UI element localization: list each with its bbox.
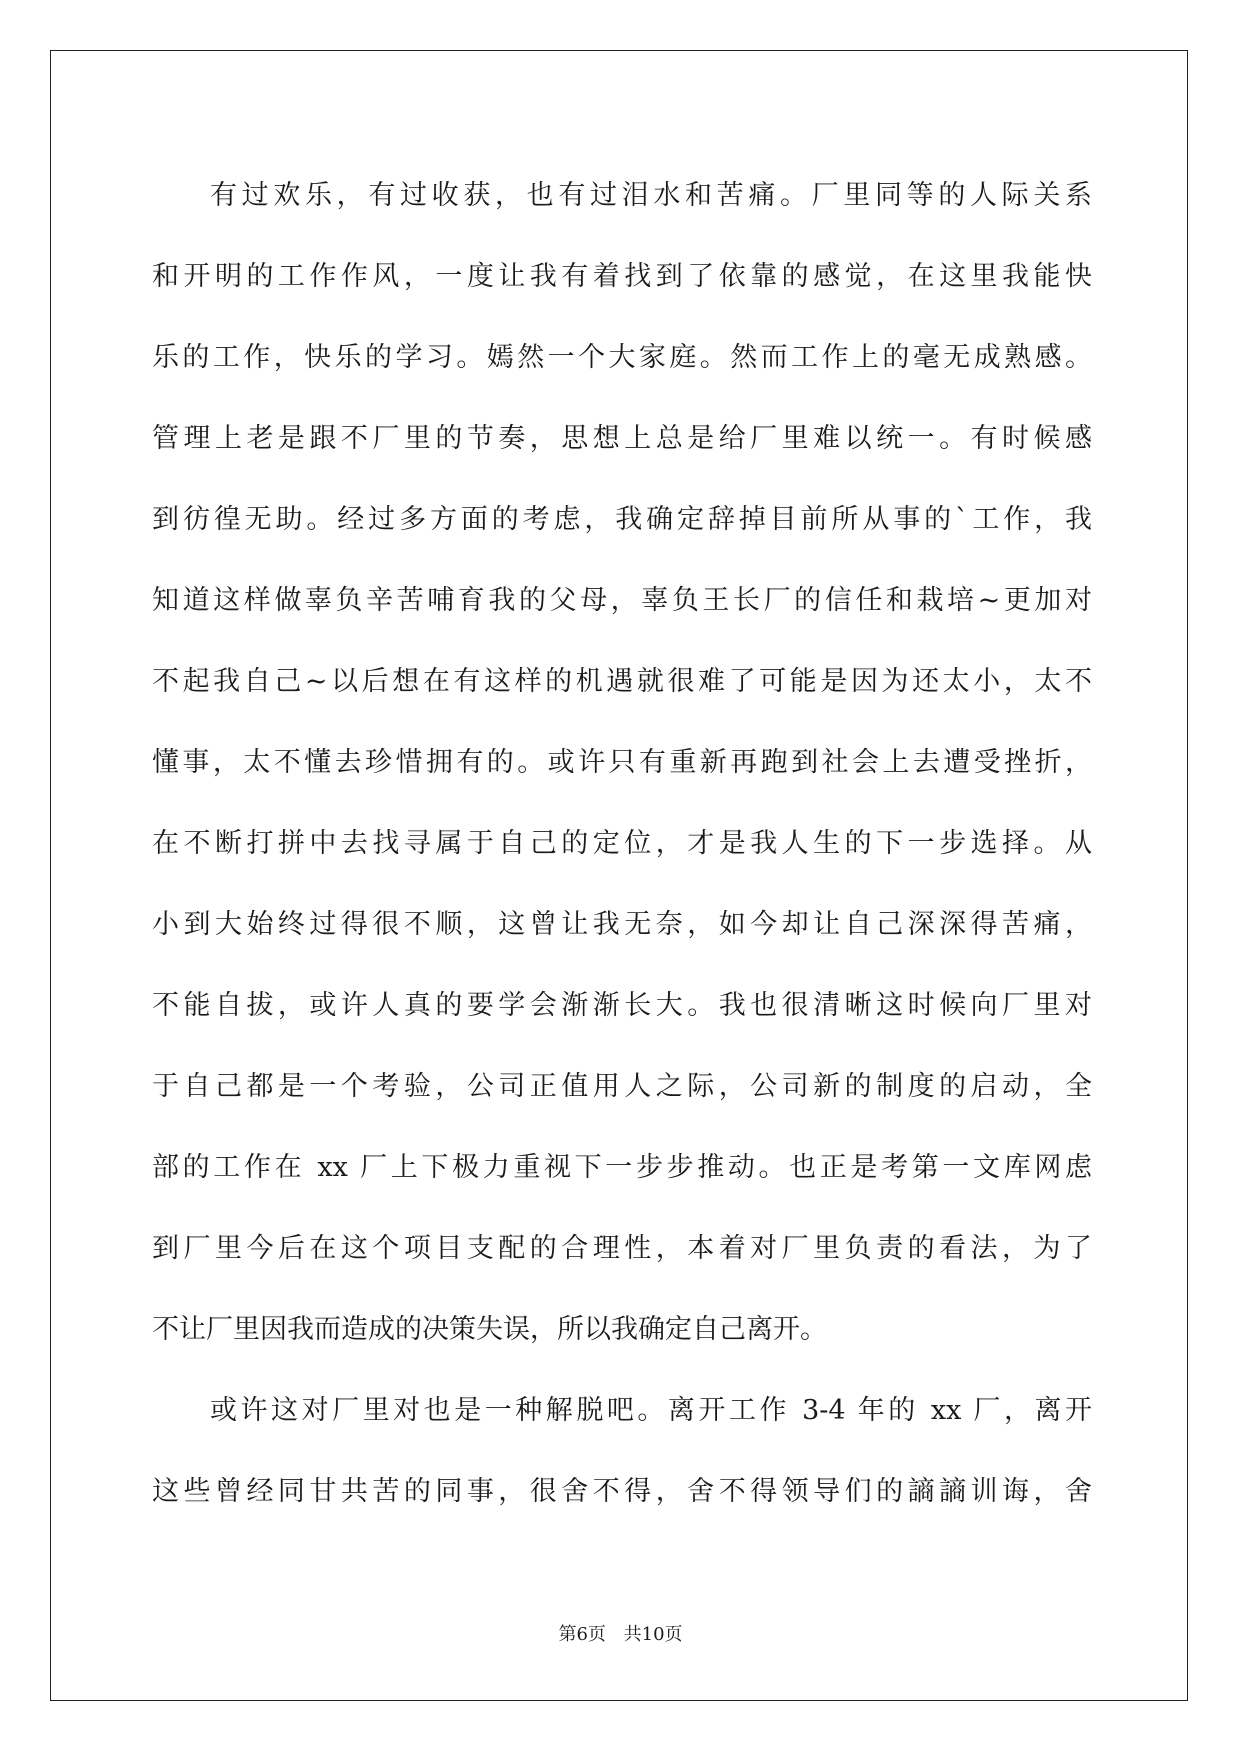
document-body	[152, 155, 1092, 1532]
text-line: 乐的工作，快乐的学习。嫣然一个大家庭。然而工作上的毫无成熟感。	[152, 342, 1092, 373]
paragraph-1	[152, 155, 1092, 1370]
text-line: 不起我自己~以后想在有这样的机遇就很难了可能是因为还太小，太不	[152, 666, 1092, 697]
page-number: 第6页	[558, 1624, 606, 1645]
text-line: 到彷徨无助。经过多方面的考虑，我确定辞掉目前所从事的`工作，我	[152, 504, 1092, 535]
page-footer	[0, 1620, 1241, 1646]
text-line: 有过欢乐，有过收获，也有过泪水和苦痛。厂里同等的人际关系	[210, 180, 1092, 211]
text-line: 和开明的工作作风，一度让我有着找到了依靠的感觉，在这里我能快	[152, 261, 1092, 292]
text-line: 在不断打拼中去找寻属于自己的定位，才是我人生的下一步选择。从	[152, 828, 1092, 859]
text-line: 这些曾经同甘共苦的同事，很舍不得，舍不得领导们的謪謪训诲，舍	[152, 1476, 1092, 1507]
text-line: 于自己都是一个考验，公司正值用人之际，公司新的制度的启动，全	[152, 1071, 1092, 1102]
page-total: 共10页	[623, 1624, 683, 1645]
text-line: 管理上老是跟不厂里的节奏，思想上总是给厂里难以统一。有时候感	[152, 423, 1092, 454]
text-line: 知道这样做辜负辛苦哺育我的父母，辜负王长厂的信任和栽培~更加对	[152, 585, 1092, 616]
paragraph-2	[152, 1370, 1092, 1532]
text-line: 到厂里今后在这个项目支配的合理性，本着对厂里负责的看法，为了	[152, 1233, 1092, 1264]
text-line: 懂事，太不懂去珍惜拥有的。或许只有重新再跑到社会上去遭受挫折，	[152, 747, 1092, 778]
text-line: 不让厂里因我而造成的决策失误，所以我确定自己离开。	[152, 1314, 827, 1345]
text-line: 不能自拔，或许人真的要学会渐渐长大。我也很清晰这时候向厂里对	[152, 990, 1092, 1021]
text-line: 部的工作在 xx 厂上下极力重视下一步步推动。也正是考第一文库网虑	[152, 1152, 1092, 1183]
text-line: 或许这对厂里对也是一种解脱吧。离开工作 3-4 年的 xx 厂，离开	[210, 1395, 1092, 1426]
text-line: 小到大始终过得很不顺，这曾让我无奈，如今却让自己深深得苦痛，	[152, 909, 1092, 940]
